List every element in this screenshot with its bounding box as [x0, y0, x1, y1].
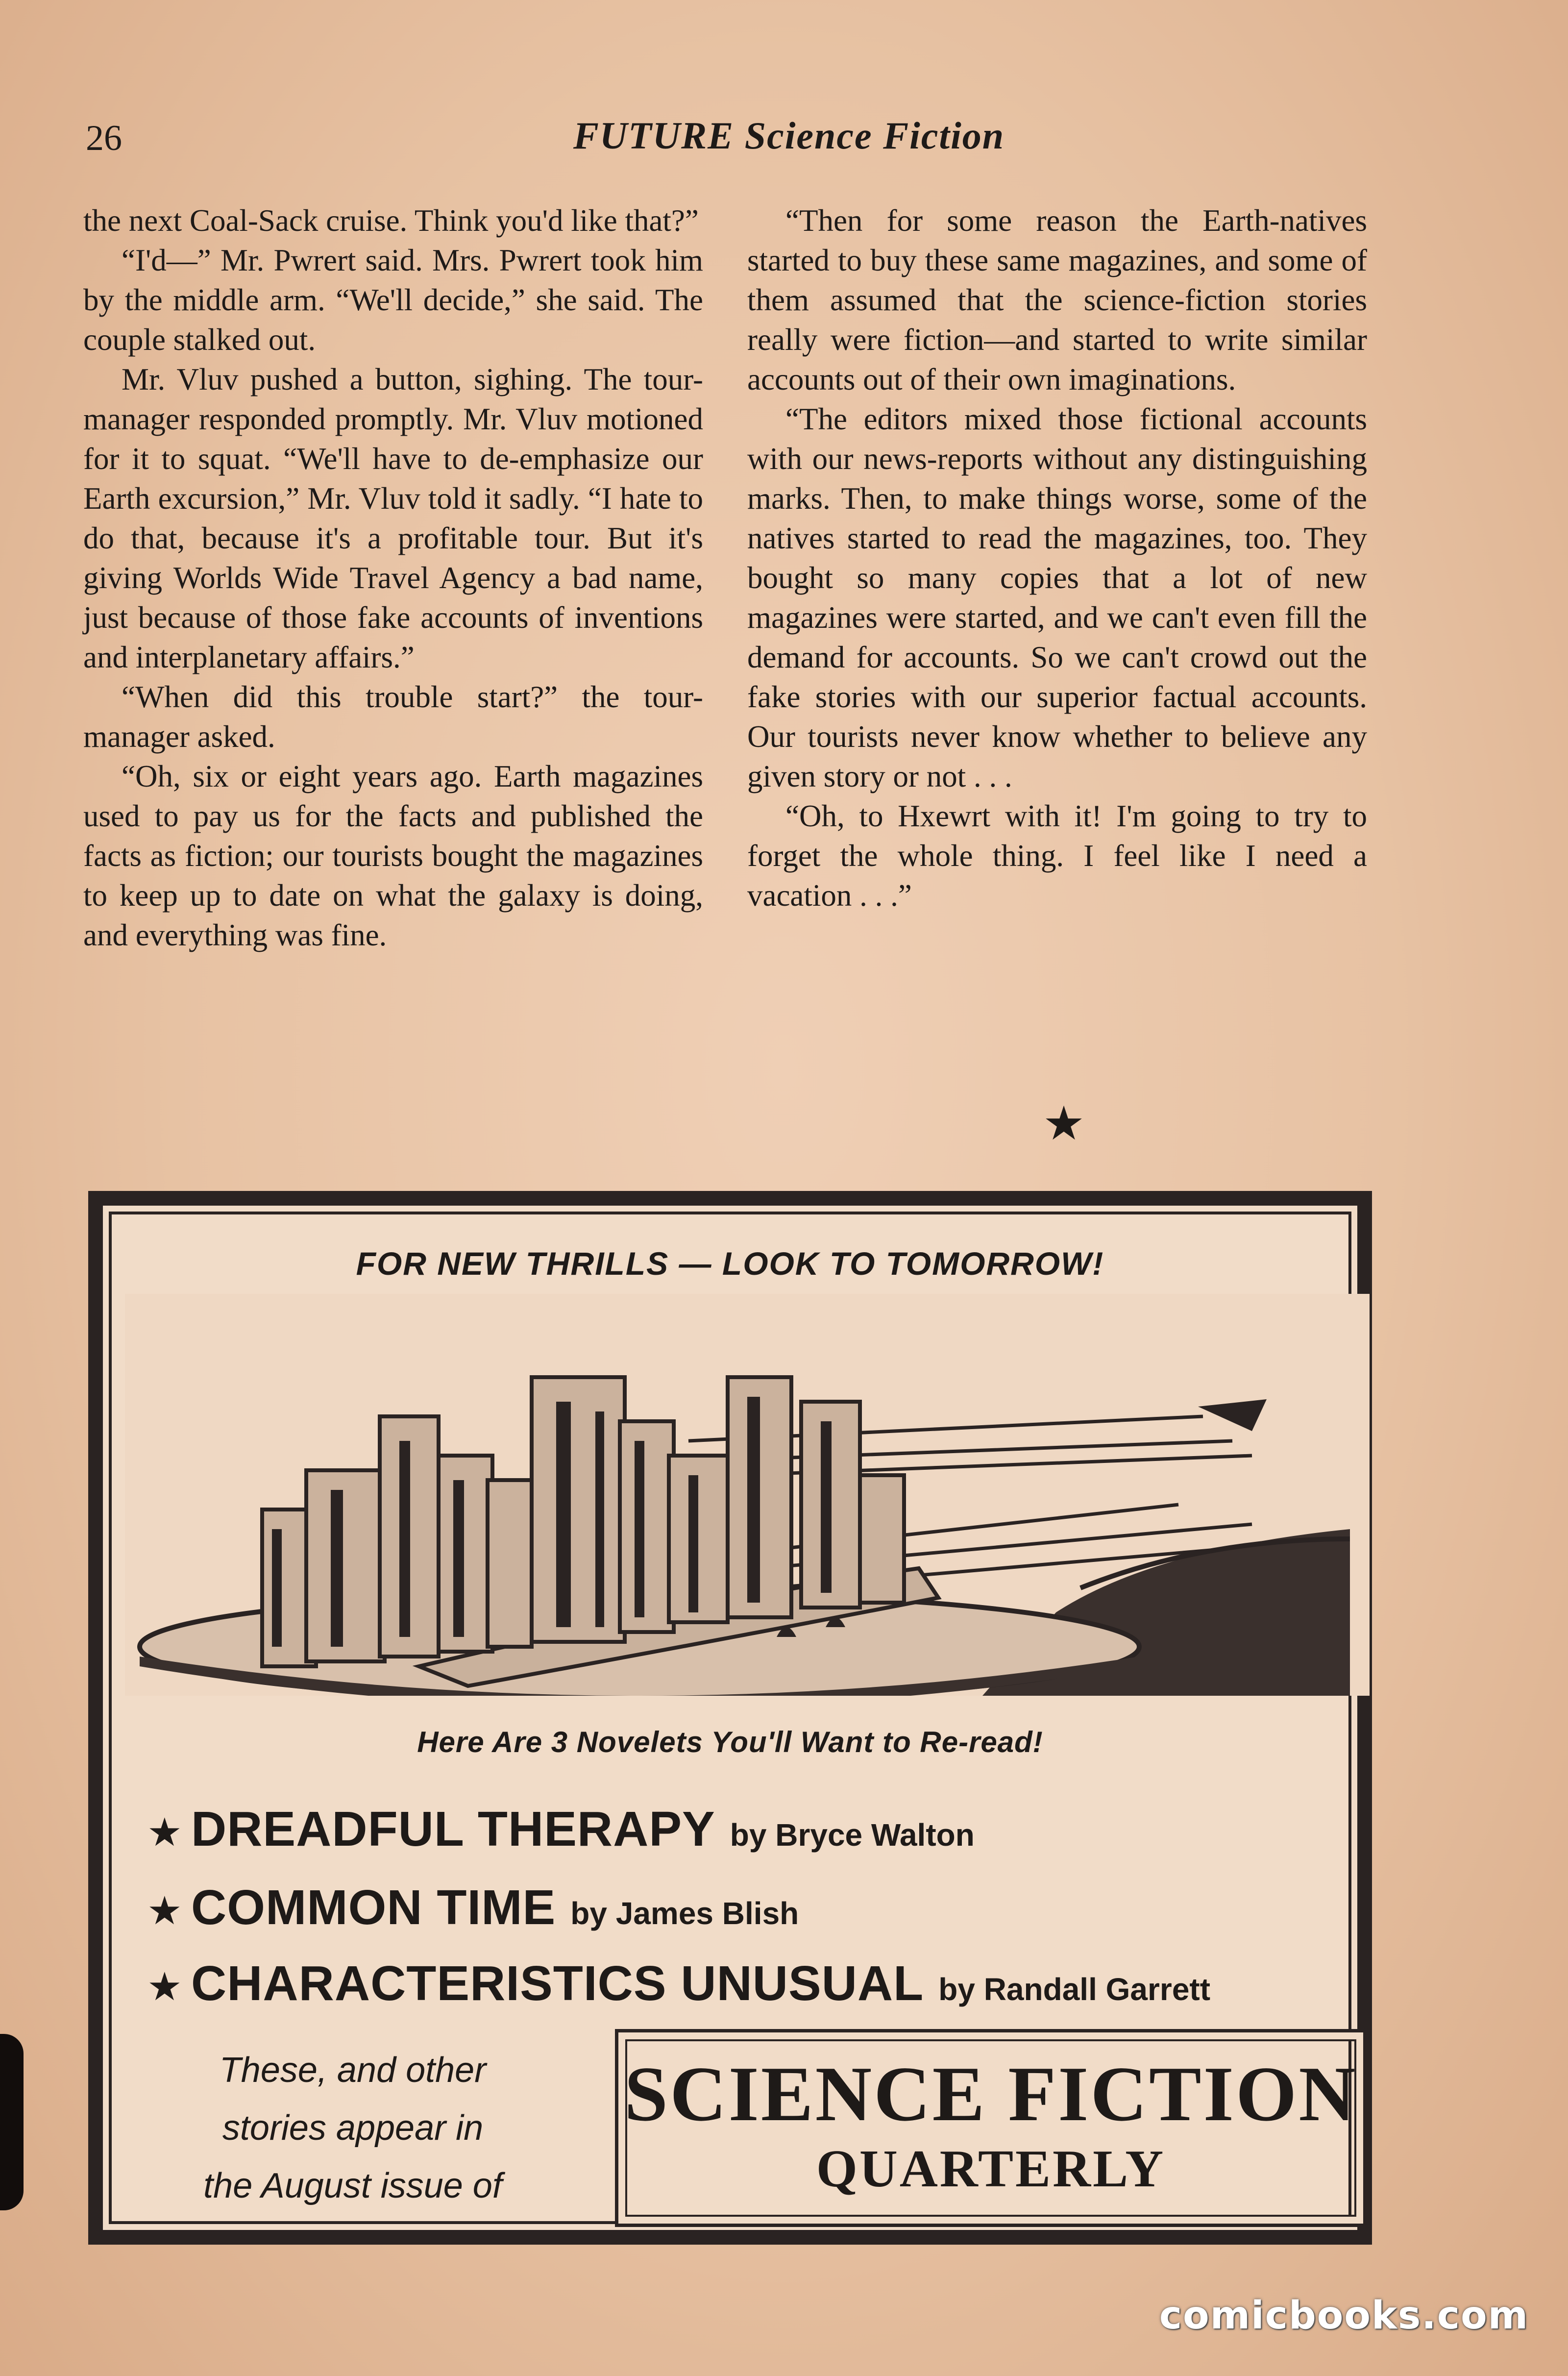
novelet-title: COMMON TIME: [191, 1880, 556, 1935]
novelet-item: [147, 1880, 799, 1936]
watermark: comicbooks.com: [1159, 2294, 1529, 2338]
issue-note: [122, 2041, 583, 2215]
ad-subheadline: Here Are 3 Novelets You'll Want to Re-read!: [417, 1726, 1043, 1758]
magazine-logo-box: [615, 2029, 1367, 2227]
running-header: FUTURE Science Fiction: [573, 114, 1005, 157]
story-column-right: [747, 201, 1367, 916]
star-bullet-icon: ★: [147, 1965, 182, 2008]
novelet-title: DREADFUL THERAPY: [191, 1802, 715, 1856]
paragraph: “I'd—” Mr. Pwrert said. Mrs. Pwrert took him by the middle arm. “We'll decide,” she said. The couple stalked out.: [83, 243, 703, 357]
novelet-item: [147, 1955, 1210, 2012]
novelet-item: [147, 1801, 975, 1857]
novelet-title: CHARACTERISTICS UNUSUAL: [191, 1956, 924, 2011]
novelet-byline: by Bryce Walton: [730, 1817, 975, 1853]
paragraph: “The editors mixed those fictional accounts with our news-reports without any distinguishing marks. Then, to make things worse, some of the natives started to read the magazines, too. They bought so many copies that a lot of new magazines were started, and we can't even fill the demand for accounts. So we can't crowd out the fake stories with our superior factual accounts. Our tourists never know whether to believe any given story or not . . .: [747, 402, 1367, 793]
end-star-icon: ★: [1043, 1097, 1085, 1150]
issue-note-line: the August issue of: [203, 2166, 502, 2205]
star-bullet-icon: ★: [147, 1810, 182, 1854]
paragraph: “Oh, six or eight years ago. Earth magazines used to pay us for the facts and published the facts as fiction; our tourists bought the magazines to keep up to date on what the galaxy is doing, and everything was fine.: [83, 759, 703, 952]
novelet-byline: by Randall Garrett: [938, 1972, 1211, 2007]
star-bullet-icon: ★: [147, 1889, 182, 1932]
ad-headline: FOR NEW THRILLS — LOOK TO TOMORROW!: [356, 1245, 1104, 1282]
issue-note-line: stories appear in: [222, 2108, 484, 2148]
city-illustration: [125, 1294, 1370, 1696]
paragraph: “Then for some reason the Earth-natives started to buy these same magazines, and some of them assumed that the science-fiction stories really were fiction—and started to write similar accounts out of their own imaginations.: [747, 203, 1367, 396]
paragraph: Mr. Vluv pushed a button, sighing. The tour-manager responded promptly. Mr. Vluv motioned for it to squat. “We'll have to de-emphasize our Earth excursion,” Mr. Vluv told it sadly. “I hate to do that, because it's a profitable tour. But it's giving Worlds Wide Travel Agency a bad name, just because of those fake accounts of inventions and interplanetary affairs.”: [83, 362, 703, 674]
magazine-name-line2: QUARTERLY: [816, 2140, 1166, 2198]
advertisement: [88, 1191, 1372, 2245]
paragraph: “Oh, to Hxewrt with it! I'm going to try to forget the whole thing. I feel like I need a vacation . . .”: [747, 799, 1367, 913]
paragraph: “When did this trouble start?” the tour-manager asked.: [83, 680, 703, 754]
paragraph: the next Coal-Sack cruise. Think you'd like that?”: [83, 203, 699, 238]
ink-blot: [0, 2034, 24, 2210]
magazine-name-line1: SCIENCE FICTION: [624, 2050, 1357, 2137]
story-column-left: [83, 201, 703, 955]
issue-note-line: These, and other: [219, 2051, 487, 2090]
page-number: 26: [86, 118, 122, 158]
novelet-byline: by James Blish: [570, 1896, 799, 1931]
